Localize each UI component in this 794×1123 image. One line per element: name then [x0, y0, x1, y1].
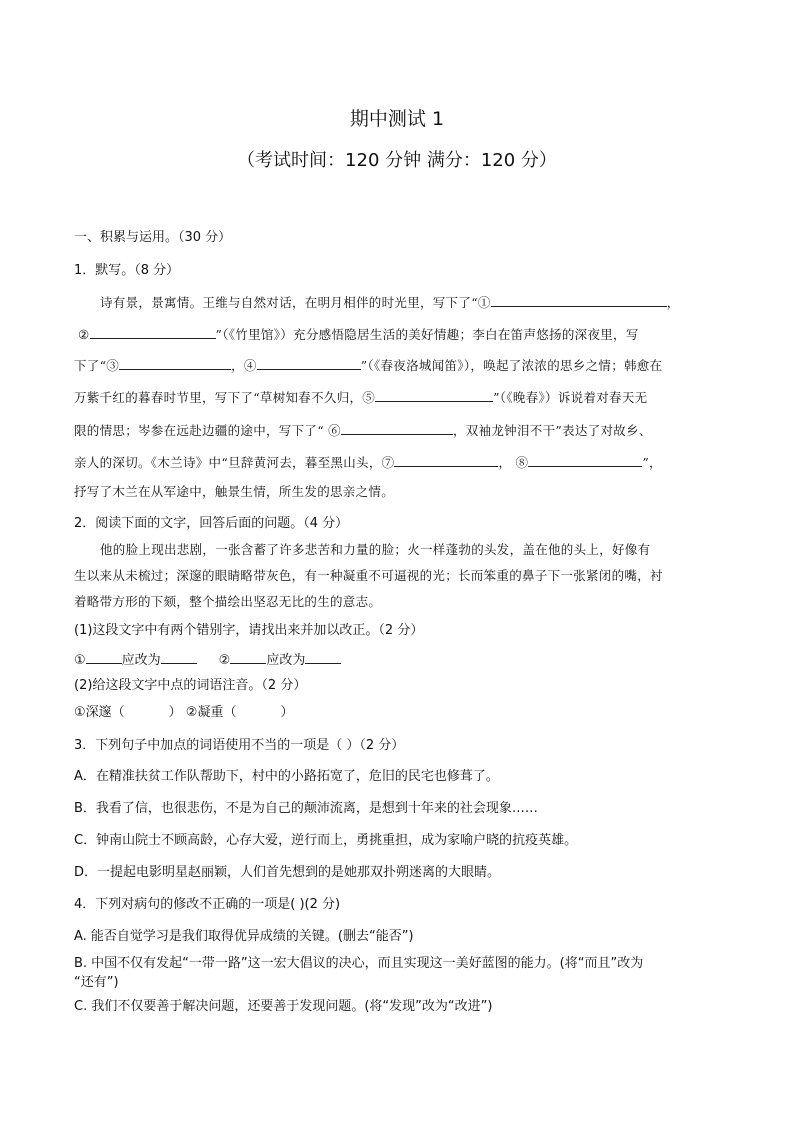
exam-subtitle: （考试时间：120 分钟 满分：120 分） — [237, 150, 557, 171]
q1-line-5: 限的情思；岑参在远赴边疆的途中，写下了“ ⑥ ，双袖龙钟泪不干”表达了对故乡、 — [74, 420, 722, 440]
q2-passage-line-1: 他的脸上现出悲剧，一张含蓄了许多悲苦和力量的脸；火一样蓬勃的头发，盖在他的头上，好像有 — [100, 542, 651, 557]
q2-sub2-answers: ①深邃（ ） ②凝重（ ） — [74, 705, 294, 720]
q4-option-b-continued: “还有”) — [74, 975, 119, 990]
answer-blank-8[interactable] — [528, 452, 642, 467]
correction-blank-1[interactable] — [161, 649, 197, 664]
question-4-heading: 4．下列对病句的修改不正确的一项是( )(2 分) — [74, 897, 341, 912]
typo-blank-2[interactable] — [230, 649, 266, 664]
q3-option-a: A．在精准扶贫工作队帮助下，村中的小路拓宽了，危旧的民宅也修葺了。 — [74, 769, 499, 784]
q1-line-7: 抒写了木兰在从军途中，触景生情，所生发的思亲之情。 — [74, 484, 395, 499]
answer-blank-2[interactable] — [90, 324, 216, 339]
question-2-heading: 2．阅读下面的文字，回答后面的问题。（4 分） — [74, 516, 349, 531]
answer-blank-3[interactable] — [119, 355, 231, 370]
q4-option-b: B. 中国不仅有发起“一带一路”这一宏大倡议的决心，而且实现这一美好蓝图的能力。(将“而且”改为 — [74, 956, 644, 971]
q2-sub1-answers: ① 应改为 ② 应改为 — [74, 649, 722, 670]
answer-blank-6[interactable] — [341, 420, 453, 435]
answer-blank-5[interactable] — [375, 387, 493, 402]
q3-option-b: B．我看了信，也很悲伤，不是为自己的颠沛流离，是想到十年来的社会现象…… — [74, 801, 538, 816]
q3-option-c: C．钟南山院士不顾高龄，心存大爱，逆行而上，勇挑重担，成为家喻户晓的抗疫英雄。 — [74, 833, 578, 848]
q1-line-2: ② ”（《竹里馆》）充分感悟隐居生活的美好情趣；李白在笛声悠扬的深夜里，写 — [74, 324, 722, 344]
correction-blank-2[interactable] — [305, 649, 341, 664]
answer-blank-4[interactable] — [257, 355, 361, 370]
section-heading: 一、积累与运用。（30 分） — [74, 230, 232, 245]
q2-sub2: (2)给这段文字中点的词语注音。（2 分） — [74, 678, 307, 693]
q3-option-d: D．一提起电影明星赵丽颖，人们首先想到的是她那双扑朔迷离的大眼睛。 — [74, 865, 501, 880]
q1-line-1: 诗有景，景寓情。王维与自然对话，在明月相伴的时光里，写下了“① ， — [100, 292, 722, 312]
q1-line-6: 亲人的深切。《木兰诗》中“旦辞黄河去，暮至黑山头，⑦ ， ⑧ ”， — [74, 452, 722, 472]
answer-blank-1[interactable] — [491, 292, 667, 307]
question-3-heading: 3．下列句子中加点的词语使用不当的一项是（ ）（2 分） — [74, 738, 405, 753]
q4-option-c: C. 我们不仅要善于解决问题，还要善于发现问题。(将“发现”改为“改进”) — [74, 999, 493, 1014]
q1-line-4: 万紫千红的暮春时节里，写下了“草树知春不久归，⑤ ”（《晚春》）诉说着对春天无 — [74, 387, 722, 407]
q2-passage-line-2: 生以来从未梳过；深邃的眼睛略带灰色，有一种凝重不可逼视的光；长而笨重的鼻子下一张紧闭的嘴，衬 — [74, 568, 663, 583]
exam-title: 期中测试 1 — [349, 108, 445, 130]
q2-passage-line-3: 着略带方形的下颏，整个描绘出坚忍无比的生的意志。 — [74, 594, 382, 609]
q2-sub1: (1)这段文字中有两个错别字，请找出来并加以改正。（2 分） — [74, 623, 424, 638]
q4-option-a: A. 能否自觉学习是我们取得优异成绩的关键。(删去“能否”) — [74, 929, 414, 944]
typo-blank-1[interactable] — [86, 649, 122, 664]
question-1-heading: 1．默写。（8 分） — [74, 263, 180, 278]
q1-line-3: 下了“③ ，④ ”（《春夜洛城闻笛》），唤起了浓浓的思乡之情；韩愈在 — [74, 355, 722, 375]
answer-blank-7[interactable] — [394, 452, 498, 467]
